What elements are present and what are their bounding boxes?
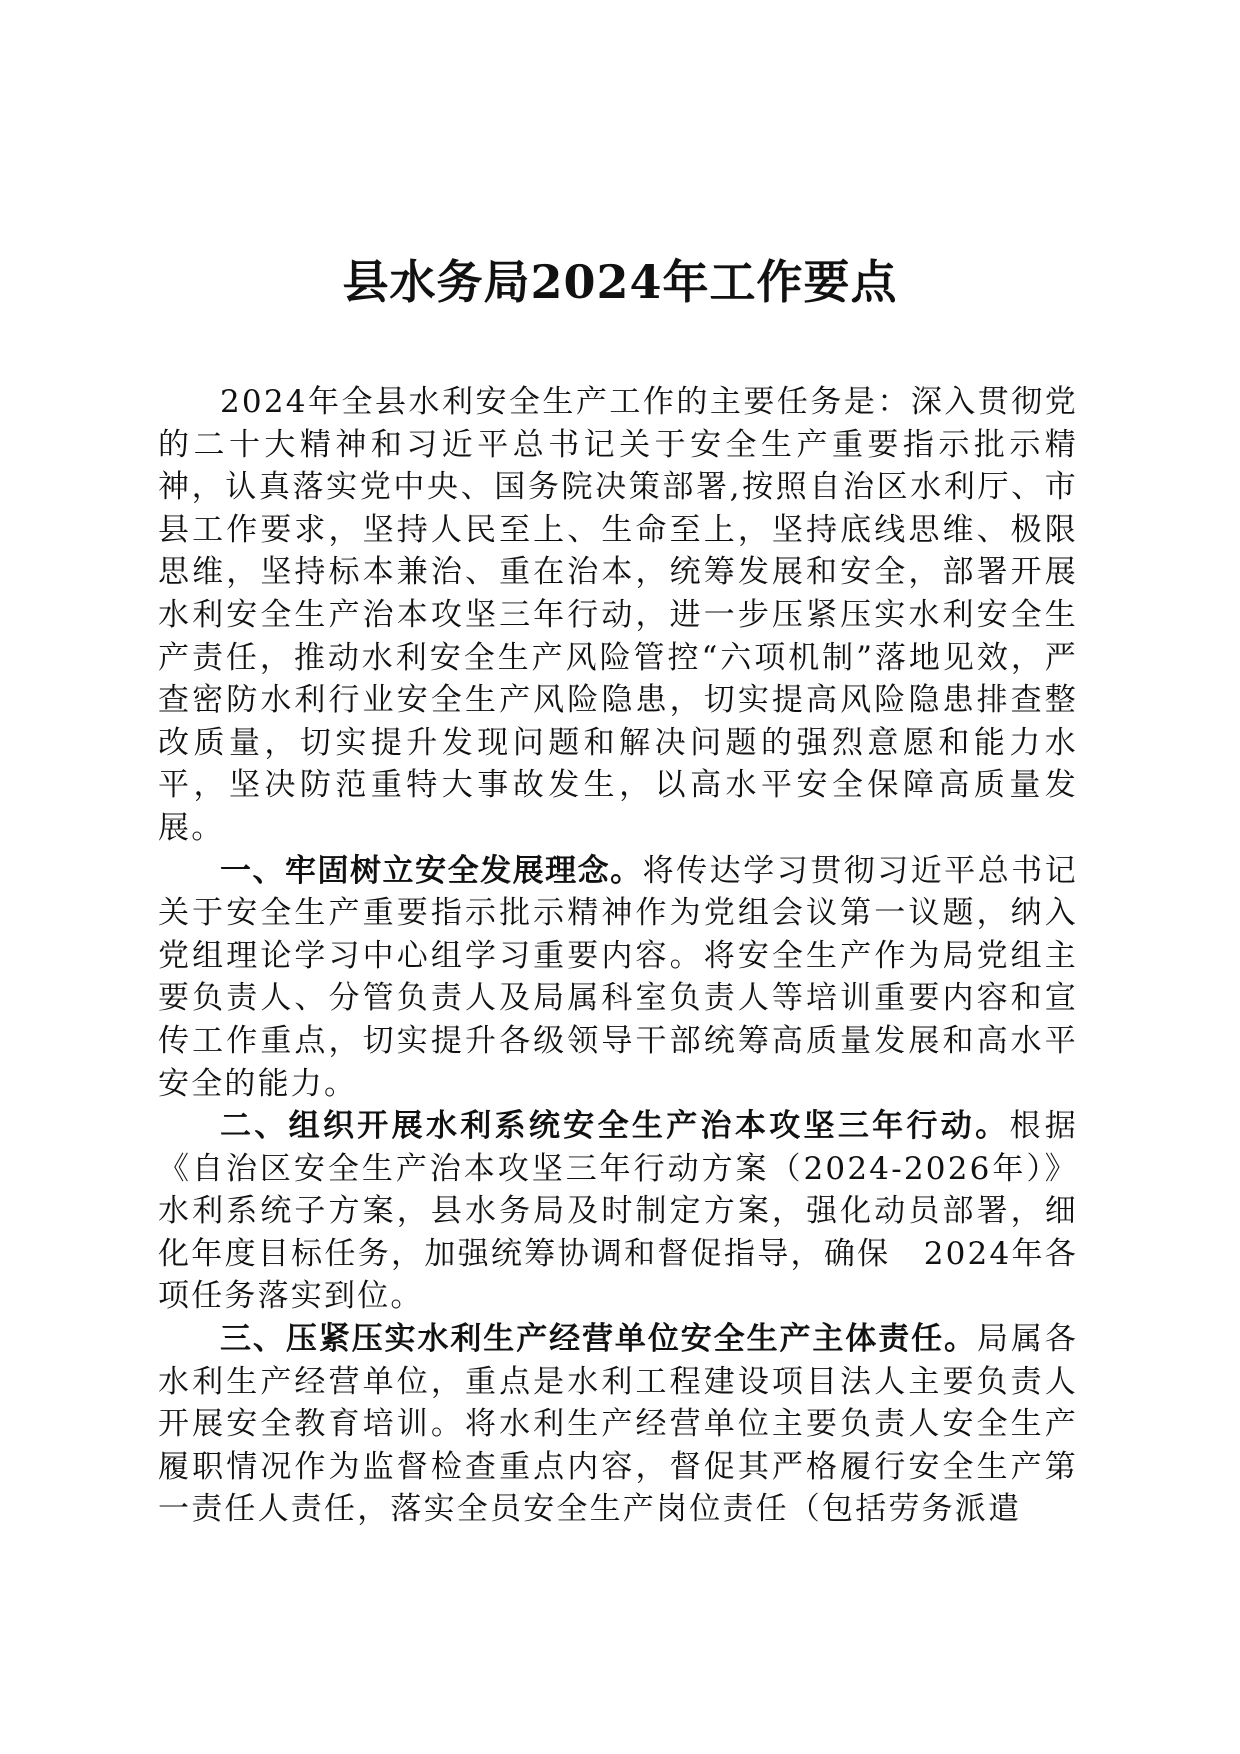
section-paragraph-3 [158, 1318, 1078, 1531]
document-title: 县水务局2024年工作要点 [342, 255, 898, 309]
section-paragraph-1 [158, 850, 1078, 1106]
section-text-2: 根据《自治区安全生产治本攻坚三年行动方案（2024-2026年）》水利系统子方案，县水务局及时制定方案，强化动员部署，细化年度目标任务，加强统筹协调和督促指导，确保 2024年各项任务落实到位。 [158, 1108, 1078, 1315]
section-heading-1: 一、牢固树立安全发展理念。 [220, 852, 643, 889]
section-text-3: 局属各水利生产经营单位，重点是水利工程建设项目法人主要负责人开展安全教育培训。将水利生产经营单位主要负责人安全生产履职情况作为监督检查重点内容，督促其严格履行安全生产第一责任人责任，落实全员安全生产岗位责任（包括劳务派遣 [158, 1321, 1078, 1528]
intro-paragraph: 2024年全县水利安全生产工作的主要任务是：深入贯彻党的二十大精神和习近平总书记关于安全生产重要指示批示精神，认真落实党中央、国务院决策部署,按照自治区水利厅、市县工作要求，坚持人民至上、生命至上，坚持底线思维、极限思维，坚持标本兼治、重在治本，统筹发展和安全，部署开展水利安全生产治本攻坚三年行动，进一步压紧压实水利安全生产责任，推动水利安全生产风险管控“六项机制”落地见效，严查密防水利行业安全生产风险隐患，切实提高风险隐患排查整改质量，切实提升发现问题和解决问题的强烈意愿和能力水平，坚决防范重特大事故发生，以高水平安全保障高质量发展。 [158, 384, 1078, 846]
section-heading-2: 二、组织开展水利系统安全生产治本攻坚三年行动。 [220, 1108, 1010, 1145]
section-text-1: 将传达学习贯彻习近平总书记关于安全生产重要指示批示精神作为党组会议第一议题，纳入党组理论学习中心组学习重要内容。将安全生产作为局党组主要负责人、分管负责人及局属科室负责人等培训重要内容和宣传工作重点，切实提升各级领导干部统筹高质量发展和高水平安全的能力。 [158, 852, 1078, 1102]
section-heading-3: 三、压紧压实水利生产经营单位安全生产主体责任。 [220, 1321, 977, 1358]
document-body [158, 381, 1078, 1531]
section-paragraph-2 [158, 1105, 1078, 1318]
